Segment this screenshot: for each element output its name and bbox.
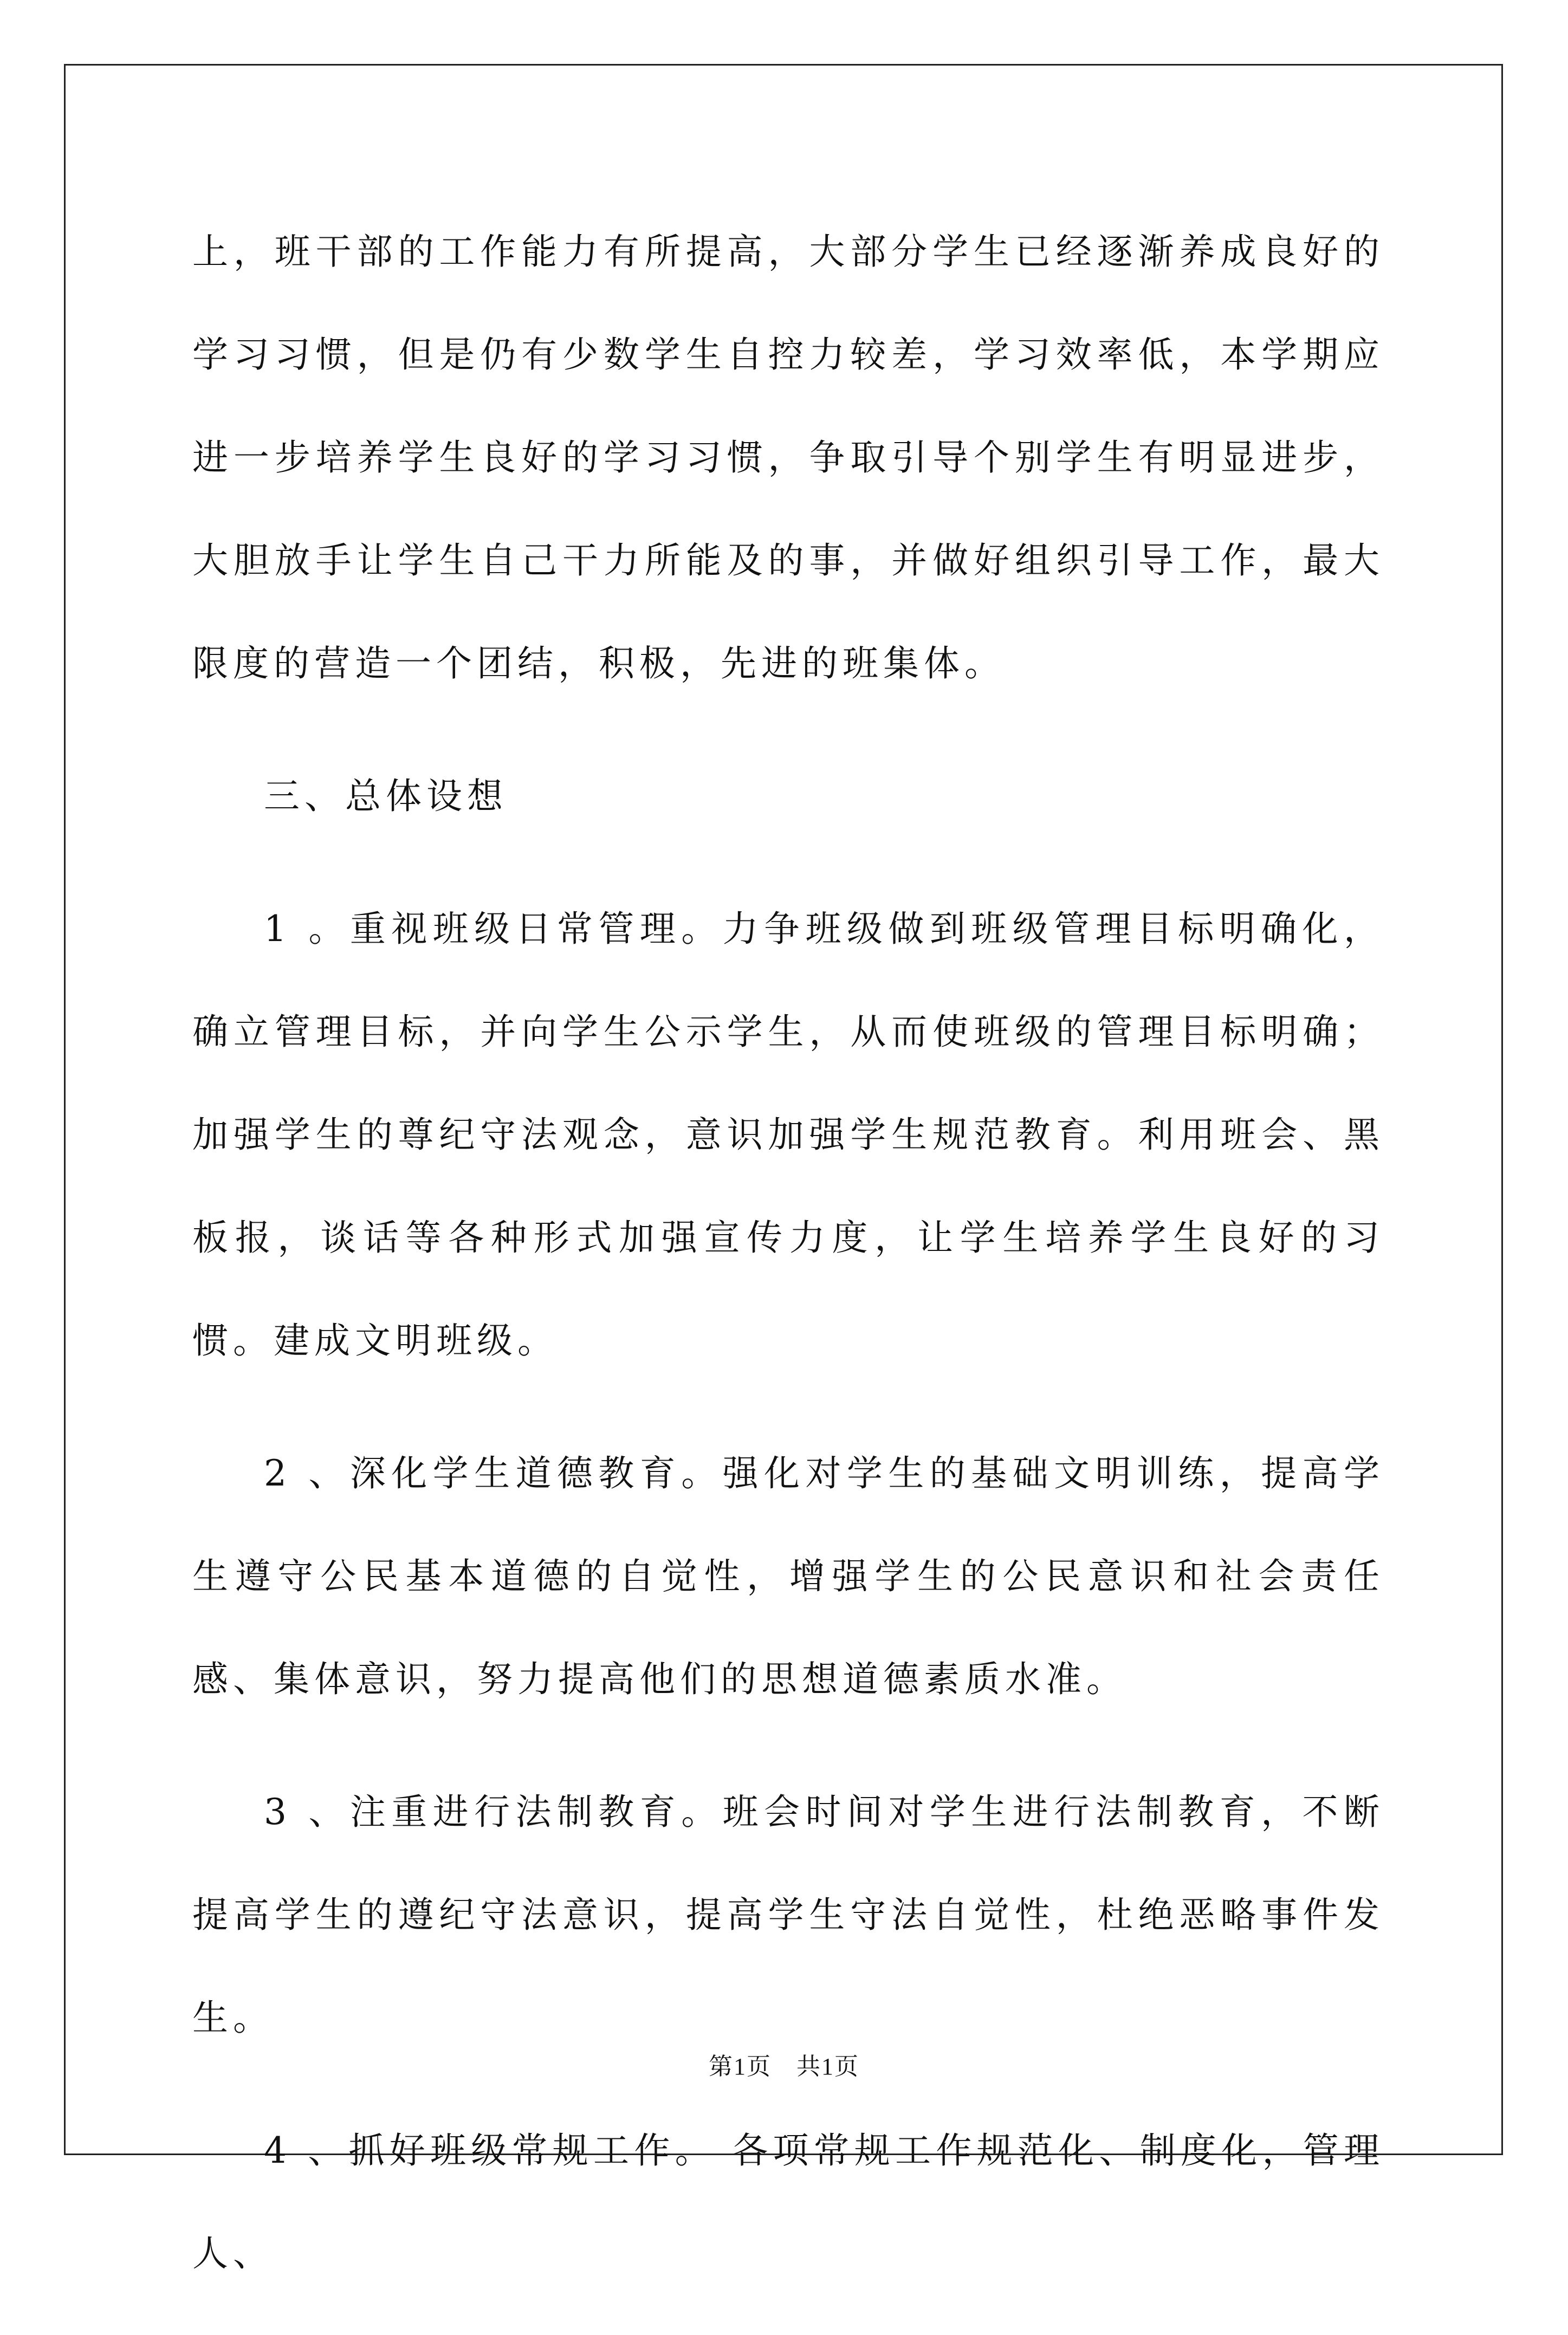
paragraph-item-3: 3 、注重进行法制教育。班会时间对学生进行法制教育，不断提高学生的遵纪守法意识，提高学生守法自觉性，杜绝恶略事件发生。	[192, 1791, 1384, 2039]
paragraph-item-2: 2 、深化学生道德教育。强化对学生的基础文明训练，提高学生遵守公民基本道德的自觉性，增强学生的公民意识和社会责任感、集体意识，努力提高他们的思想道德素质水准。	[192, 1452, 1384, 1700]
page-number-footer: 第1页 共1页	[709, 2053, 859, 2080]
paragraph-continuation: 上，班干部的工作能力有所提高，大部分学生已经逐渐养成良好的学习习惯，但是仍有少数学生自控力较差，学习效率低，本学期应进一步培养学生良好的学习习惯，争取引导个别学生有明显进步，大胆放手让学生自己干力所能及的事，并做好组织引导工作，最大限度的营造一个团结，积极，先进的班集体。	[192, 231, 1384, 684]
paragraph-item-1: 1 。重视班级日常管理。力争班级做到班级管理目标明确化，确立管理目标，并向学生公示学生，从而使班级的管理目标明确；加强学生的尊纪守法观念，意识加强学生规范教育。利用班会、黑板报，谈话等各种形式加强宣传力度，让学生培养学生良好的习惯。建成文明班级。	[192, 908, 1384, 1361]
section-heading: 三、总体设想	[264, 775, 508, 817]
paragraph-item-4: 4 、抓好班级常规工作。 各项常规工作规范化、制度化，管理人、	[192, 2130, 1384, 2274]
document-body	[192, 200, 1384, 2335]
